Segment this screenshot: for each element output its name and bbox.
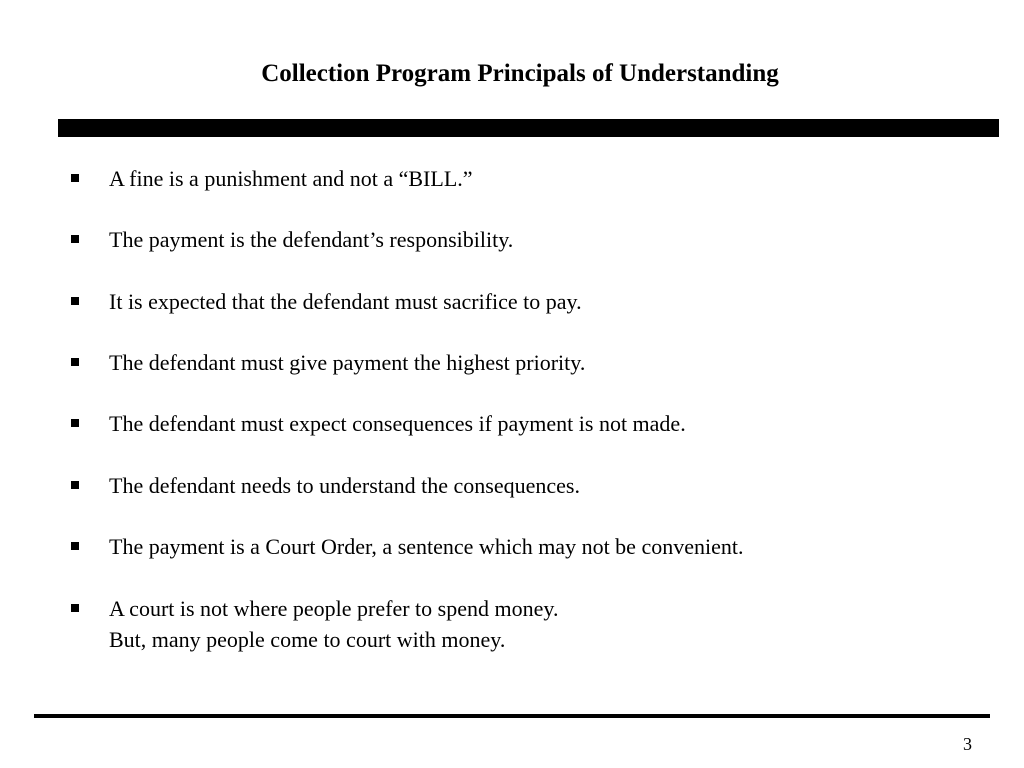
bullet-item xyxy=(68,470,968,501)
square-bullet-icon xyxy=(71,297,79,305)
bullet-text: The payment is a Court Order, a sentence which may not be convenient. xyxy=(109,534,744,559)
bullet-item xyxy=(68,286,968,317)
square-bullet-icon xyxy=(71,174,79,182)
footer-divider-bar xyxy=(34,714,990,718)
bullet-text: The defendant must give payment the highest priority. xyxy=(109,350,586,375)
bullet-item xyxy=(68,224,968,255)
bullet-item xyxy=(68,347,968,378)
bullet-item xyxy=(68,163,968,194)
square-bullet-icon xyxy=(71,604,79,612)
square-bullet-icon xyxy=(71,235,79,243)
square-bullet-icon xyxy=(71,542,79,550)
bullet-item xyxy=(68,408,968,439)
bullet-text: It is expected that the defendant must sacrifice to pay. xyxy=(109,289,582,314)
bullet-text: A court is not where people prefer to spend money. xyxy=(109,596,559,621)
bullet-text: The defendant needs to understand the consequences. xyxy=(109,473,580,498)
square-bullet-icon xyxy=(71,481,79,489)
bullet-text: The payment is the defendant’s responsibility. xyxy=(109,227,514,252)
square-bullet-icon xyxy=(71,419,79,427)
bullet-text: A fine is a punishment and not a “BILL.” xyxy=(109,166,473,191)
bullet-continuation-text: But, many people come to court with money. xyxy=(109,627,506,652)
slide-title: Collection Program Principals of Understanding xyxy=(261,60,779,87)
bullet-text: The defendant must expect consequences if payment is not made. xyxy=(109,411,686,436)
bullet-item xyxy=(68,593,968,655)
page-number: 3 xyxy=(963,734,972,754)
square-bullet-icon xyxy=(71,358,79,366)
bullet-item xyxy=(68,531,968,562)
